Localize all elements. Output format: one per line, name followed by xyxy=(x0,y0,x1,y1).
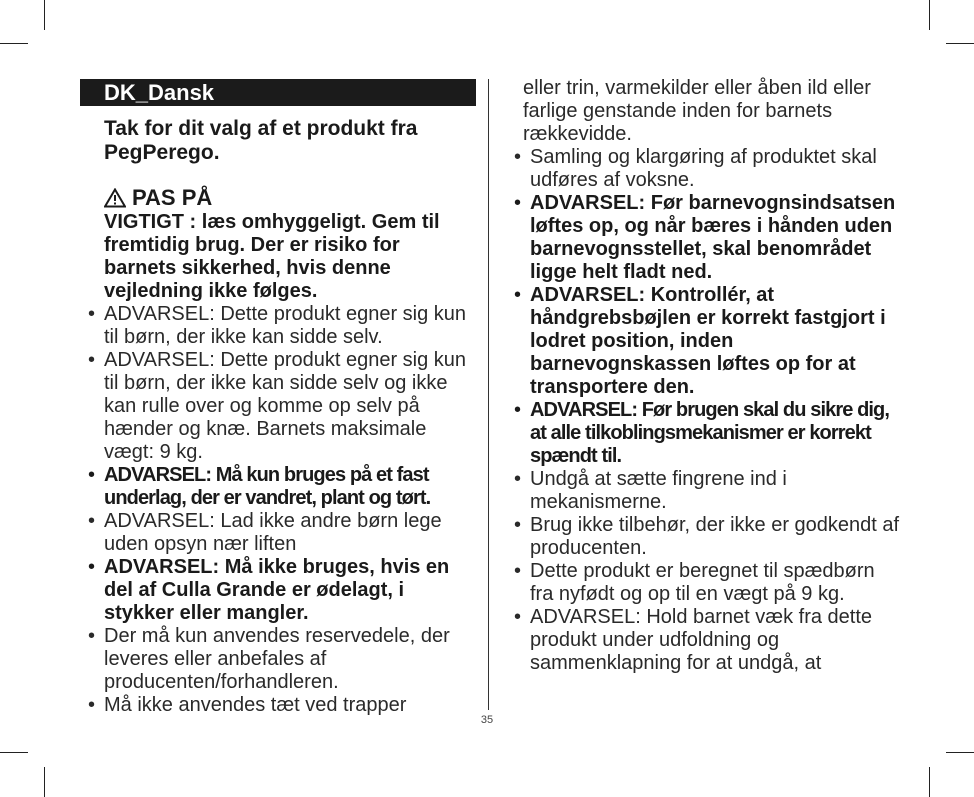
crop-mark xyxy=(0,752,28,753)
list-item: • ADVARSEL: Før brugen skal du sikre dig, at alle tilkoblingsmekanismer er korrekt spændt til. xyxy=(514,399,890,467)
left-column xyxy=(80,79,476,717)
left-warning-list xyxy=(80,303,476,717)
crop-mark xyxy=(929,767,930,797)
list-item: • ADVARSEL: Kontrollér, at håndgrebsbøjlen er korrekt fastgjort i lodret position, inden barnevognskassen løftes op for at transportere den. xyxy=(514,284,886,398)
list-item: • Må ikke anvendes tæt ved trapper xyxy=(88,694,407,716)
list-item: • ADVARSEL: Må ikke bruges, hvis en del af Culla Grande er ødelagt, i stykker eller mangler. xyxy=(88,556,450,624)
right-column xyxy=(506,77,901,675)
warning-triangle-icon xyxy=(104,188,126,208)
crop-mark xyxy=(44,767,45,797)
list-item: • Dette produkt er beregnet til spædbørn fra nyfødt og op til en vægt på 9 kg. xyxy=(514,560,875,605)
list-item: • Samling og klargøring af produktet skal udføres af voksne. xyxy=(514,146,877,191)
language-header: DK_Dansk xyxy=(80,79,476,106)
right-warning-list xyxy=(506,77,901,675)
important-text: VIGTIGT : læs omhyggeligt. Gem til fremtidig brug. Der er risiko for barnets sikkerhed, hvis denne vejledning ikke følges. xyxy=(104,211,440,302)
crop-mark xyxy=(946,752,974,753)
list-item: • ADVARSEL: Lad ikke andre børn lege uden opsyn nær liften xyxy=(88,510,442,555)
crop-mark xyxy=(44,0,45,30)
list-item: • ADVARSEL: Før barnevognsindsatsen løftes op, og når bæres i hånden uden barnevognsstellet, skal benområdet ligge helt fladt ned. xyxy=(514,192,896,283)
crop-mark xyxy=(946,43,974,44)
crop-mark xyxy=(929,0,930,30)
list-item: • Der må kun anvendes reservedele, der leveres eller anbefales af producenten/forhandleren. xyxy=(88,625,450,693)
warning-heading xyxy=(104,185,476,211)
list-item: • ADVARSEL: Dette produkt egner sig kun til børn, der ikke kan sidde selv. xyxy=(88,303,467,348)
list-item: • Undgå at sætte fingrene ind i mekanismerne. xyxy=(514,468,787,513)
page-number: 35 xyxy=(480,714,494,726)
list-item: • ADVARSEL: Må kun bruges på et fast underlag, der er vandret, plant og tørt. xyxy=(88,464,431,509)
list-item: • Brug ikke tilbehør, der ikke er godkendt af producenten. xyxy=(514,514,900,559)
list-item-continuation: eller trin, varmekilder eller åben ild eller farlige genstande inden for barnets rækkevidde. xyxy=(523,77,871,145)
list-item: • ADVARSEL: Dette produkt egner sig kun til børn, der ikke kan sidde selv og ikke kan rulle over og komme op selv på hænder og knæ. Barnets maksimale vægt: 9 kg. xyxy=(88,349,467,463)
thanks-text: Tak for dit valg af et produkt fra PegPerego. xyxy=(104,117,418,164)
list-item: • ADVARSEL: Hold barnet væk fra dette produkt under udfoldning og sammenklapning for at undgå, at xyxy=(514,606,873,674)
warning-title: PAS PÅ xyxy=(132,185,213,210)
crop-mark xyxy=(0,43,28,44)
column-divider xyxy=(488,79,489,710)
